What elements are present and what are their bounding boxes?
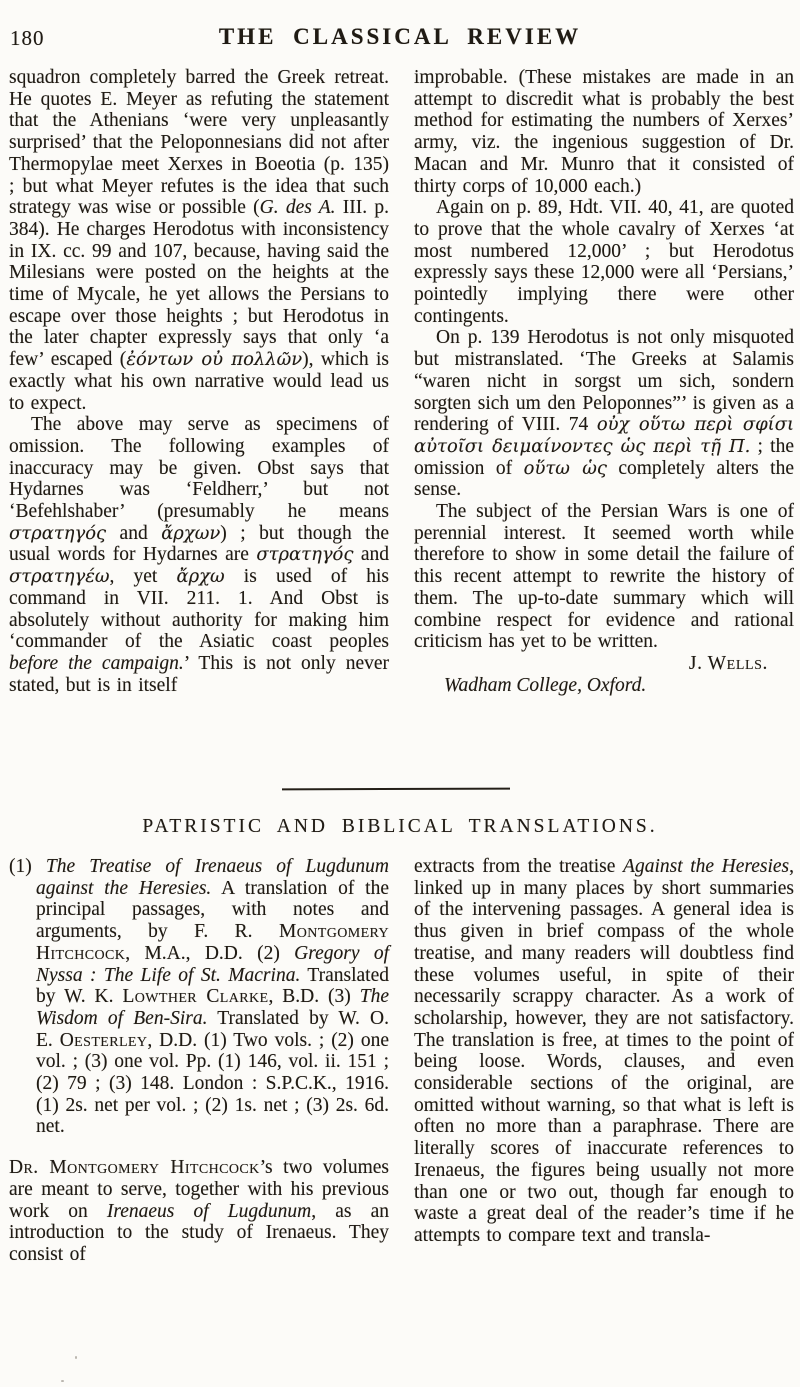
text-segment: The Wisdom of Ben-Sira. bbox=[36, 986, 389, 1029]
text-segment: στρατηγός bbox=[9, 522, 107, 544]
translations-left-column bbox=[9, 856, 389, 1266]
translations-bibliography bbox=[9, 856, 389, 1138]
text-segment: στρατηγέω bbox=[9, 566, 110, 588]
text-segment: Against the Heresies bbox=[623, 856, 790, 877]
translations-article-columns bbox=[9, 856, 794, 1266]
text-segment: οὕτω ὡς bbox=[523, 457, 607, 479]
text-segment: , yet bbox=[109, 566, 177, 588]
persian-wars-left-paragraph-2 bbox=[9, 414, 389, 696]
reviewer-signature: J. Wells. bbox=[688, 652, 768, 674]
text-segment: G. des A. bbox=[259, 197, 336, 219]
page-number: 180 bbox=[10, 26, 45, 50]
text-segment: ), which is exactly what his own narrative would lead us to expect. bbox=[9, 349, 389, 414]
persian-wars-right-paragraph-4 bbox=[414, 501, 794, 653]
text-segment: The above may serve as specimens of omission. The following examples of inaccuracy may be given. Obst says that Hydarnes was ‘Feldherr,’ but not ‘Befehlshaber’ (presumably he means bbox=[9, 414, 389, 523]
text-segment: Translated by W. O. E. bbox=[36, 1007, 389, 1051]
translations-right-paragraph-1 bbox=[414, 856, 794, 1247]
translations-left-paragraph-1 bbox=[9, 1157, 389, 1266]
text-segment: and bbox=[353, 544, 389, 566]
text-segment: ) ; but though the usual words for Hydarnes are bbox=[9, 522, 389, 566]
text-segment: ; the omission of bbox=[414, 435, 794, 479]
scan-speck bbox=[61, 1380, 64, 1382]
reviewer-affiliation: Wadham College, Oxford. bbox=[444, 674, 647, 696]
text-segment: Lowther Clarke bbox=[122, 986, 269, 1008]
text-segment: , D.D. (1) Two vols. ; (2) one vol. ; (3) one vol. Pp. (1) 146, vol. ii. 151 ; (2) 79 ; (3) 148. London : S.P.C.K., 1916. (1) 2s. net per vol. ; (2) 1s. net ; (3) 2s. 6d. net. bbox=[36, 1029, 389, 1138]
text-segment: Oesterley bbox=[59, 1029, 148, 1051]
text-segment: , M.A., D.D. (2) bbox=[125, 942, 295, 964]
text-segment: ’ This is not only never stated, but is in itself bbox=[9, 652, 389, 696]
journal-title: THE CLASSICAL REVIEW bbox=[218, 24, 582, 49]
running-head bbox=[0, 24, 800, 54]
section-divider-rule bbox=[282, 788, 510, 791]
persian-wars-left-paragraph-1 bbox=[9, 67, 389, 414]
text-segment: (1) bbox=[9, 856, 46, 877]
text-segment: On p. 139 Herodotus is not only misquoted but mistranslated. ‘The Greeks at Salamis “waren nicht in sorgst um sich, sondern sorgten sich um den Peloponnes”’ is given as a rendering of VIII. 74 bbox=[414, 327, 794, 436]
text-segment: extracts from the treatise bbox=[414, 856, 624, 877]
text-segment: Montgomery Hitchcock bbox=[36, 921, 389, 964]
text-segment: before the campaign. bbox=[9, 652, 184, 674]
text-segment: completely alters the sense. bbox=[414, 457, 794, 501]
persian-wars-right-paragraph-1 bbox=[414, 67, 794, 197]
persian-wars-article-columns bbox=[9, 67, 794, 696]
scan-speck bbox=[75, 1356, 77, 1359]
text-segment: ἄρχω bbox=[176, 566, 225, 588]
text-segment: , B.D. (3) bbox=[268, 986, 360, 1008]
persian-wars-right-paragraph-3 bbox=[414, 327, 794, 501]
text-segment: A translation of the principal passages, with notes and arguments, by F. R. bbox=[36, 877, 389, 943]
text-segment: squadron completely barred the Greek retreat. He quotes E. Meyer as refuting the statement that the Athenians ‘were very unpleasantly surprised’ that the Peloponnesians did not after Thermopylae meet Xerxes in Boeotia (p. 135) ; but what Meyer refutes is the idea that such strategy was wise or possible ( bbox=[9, 67, 389, 219]
text-segment: ἄρχων bbox=[161, 522, 221, 544]
article-heading: PATRISTIC AND BIBLICAL TRANSLATIONS. bbox=[142, 816, 658, 837]
text-segment: οὐχ οὕτω περὶ σφίσι αὐτοῖσι δειμαίνοντες ὡς περὶ τῇ Π. bbox=[414, 414, 794, 457]
text-segment: improbable. (These mistakes are made in an attempt to discredit what is probably the best method for estimating the numbers of Xerxes’ army, viz. the ingenious suggestion of Dr. Macan and Mr. Munro that it consisted of thirty corps of 10,000 each.) bbox=[414, 67, 794, 197]
persian-wars-right-paragraph-2 bbox=[414, 197, 794, 327]
text-segment: The subject of the Persian Wars is one of perennial interest. It seemed worth while therefore to show in some detail the failure of this recent attempt to rewrite the history of them. The up-to-date summary which will combine respect for evidence and rational criticism has yet to be written. bbox=[414, 501, 794, 653]
text-segment: Again on p. 89, Hdt. VII. 40, 41, are quoted to prove that the whole cavalry of Xerxes ‘at most numbered 12,000’ ; but Herodotus expressly says these 12,000 were all ‘Persians,’ pointedly implying there were other contingents. bbox=[414, 197, 794, 327]
text-segment: στρατηγός bbox=[256, 544, 354, 566]
text-segment: Translated by W. K. bbox=[36, 964, 389, 1008]
persian-wars-right-column bbox=[414, 67, 794, 696]
text-segment: ’s two volumes are meant to serve, together with his previous work on bbox=[9, 1157, 389, 1222]
text-segment: is used of his command in VII. 211. 1. And Obst is absolutely without authority for making him ‘commander of the Asiatic coast peoples bbox=[9, 566, 389, 653]
persian-wars-left-column bbox=[9, 67, 389, 696]
text-segment: Irenaeus of Lugdunum bbox=[106, 1200, 312, 1222]
text-segment: , as an introduction to the study of Irenaeus. They consist of bbox=[9, 1200, 389, 1265]
translations-right-column bbox=[414, 856, 794, 1266]
text-segment: Dr. Montgomery Hitchcock bbox=[9, 1157, 260, 1179]
text-segment: ἐόντων οὐ πολλῶν bbox=[126, 349, 303, 371]
text-segment: , linked up in many places by short summaries of the intervening passages. A general idea is thus given in brief compass of the whole treatise, and many readers will doubtless find these volumes useful, in spite of their necessarily scrappy character. As a work of scholarship, however, they are not satisfactory. The translation is free, at times to the point of being loose. Words, clauses, and even considerable sections of the original, are omitted without warning, so that what is left is often no more than a paraphrase. There are literally scores of inaccurate references to Irenaeus, the figures being usually not more than one or two out, though far enough to waste a great deal of the reader’s time if he attempts to compare text and transla- bbox=[414, 856, 794, 1246]
text-segment: The Treatise of Irenaeus of Lugdunum against the Heresies. bbox=[36, 856, 389, 899]
text-segment: III. p. 384). He charges Herodotus with inconsistency in IX. cc. 99 and 107, because, having said the Milesians were posted on the heights at the time of Mycale, he yet allows the Persians to escape over those heights ; but Herodotus in the later chapter expressly says that only ‘a few’ escaped ( bbox=[9, 197, 389, 371]
text-segment: Gregory of Nyssa : The Life of St. Macrina. bbox=[36, 942, 389, 986]
text-segment: and bbox=[106, 522, 162, 544]
